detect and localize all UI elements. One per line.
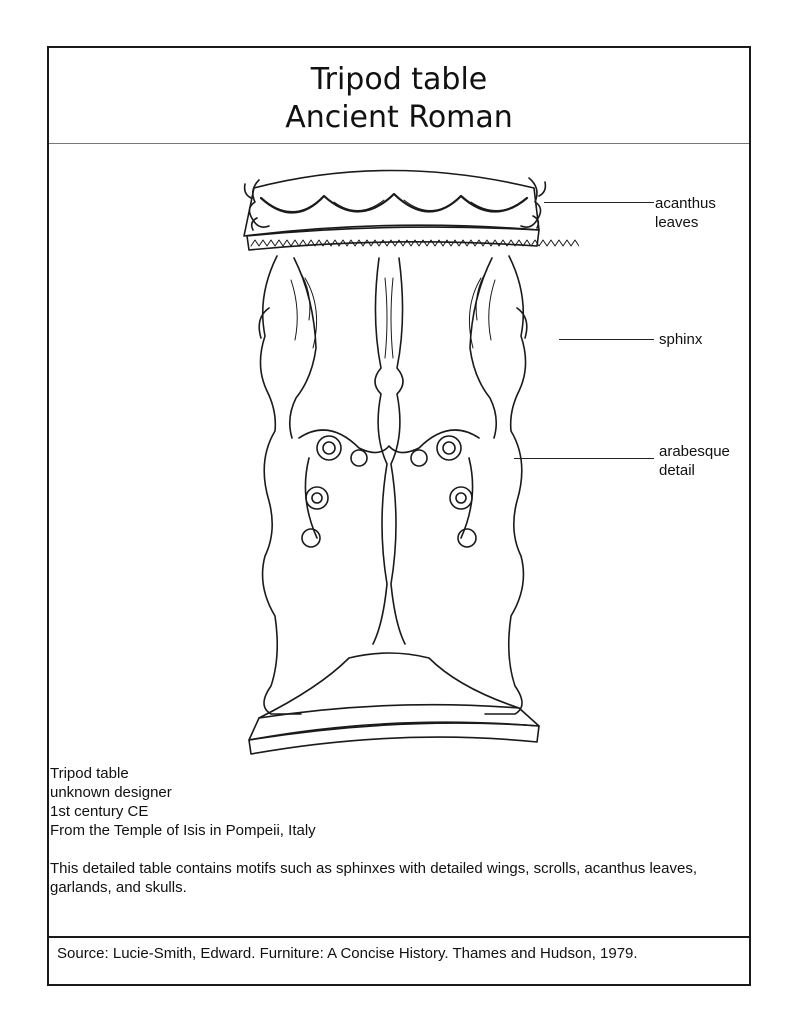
arabesque-label-line1: arabesque xyxy=(659,443,730,460)
acanthus-label-line1: acanthus xyxy=(655,195,716,212)
sphinx-leg-left xyxy=(260,256,301,714)
page-subtitle: Ancient Roman xyxy=(285,100,513,135)
worksheet-frame xyxy=(47,46,751,986)
caption-block xyxy=(50,764,740,897)
acanthus-callout-line xyxy=(544,202,654,203)
arabesque-label xyxy=(659,442,730,480)
page-title: Tripod table xyxy=(310,62,488,97)
sphinx-callout-line xyxy=(559,339,654,340)
sphinx-leg-right xyxy=(485,256,526,714)
triangular-base xyxy=(249,705,539,740)
sphinx-label: sphinx xyxy=(659,331,703,348)
acanthus-label xyxy=(655,194,716,232)
caption-designer: unknown designer xyxy=(50,784,172,801)
arabesque-label-line2: detail xyxy=(659,462,695,479)
caption-name: Tripod table xyxy=(50,765,129,782)
source-citation: Source: Lucie-Smith, Edward. Furniture: A Concise History. Thames and Hudson, 1979. xyxy=(49,936,749,984)
title-block xyxy=(49,48,749,144)
arabesque-callout-line xyxy=(514,458,654,459)
caption-date: 1st century CE xyxy=(50,803,149,820)
center-column xyxy=(373,258,405,644)
acanthus-label-line2: leaves xyxy=(655,214,699,231)
caption-description: This detailed table contains motifs such as sphinxes with detailed wings, scrolls, acanthus leaves, garlands, and skulls. xyxy=(50,860,697,896)
table-top xyxy=(244,171,539,237)
caption-origin: From the Temple of Isis in Pompeii, Italy xyxy=(50,822,316,839)
arabesque-scrolls xyxy=(299,430,479,547)
